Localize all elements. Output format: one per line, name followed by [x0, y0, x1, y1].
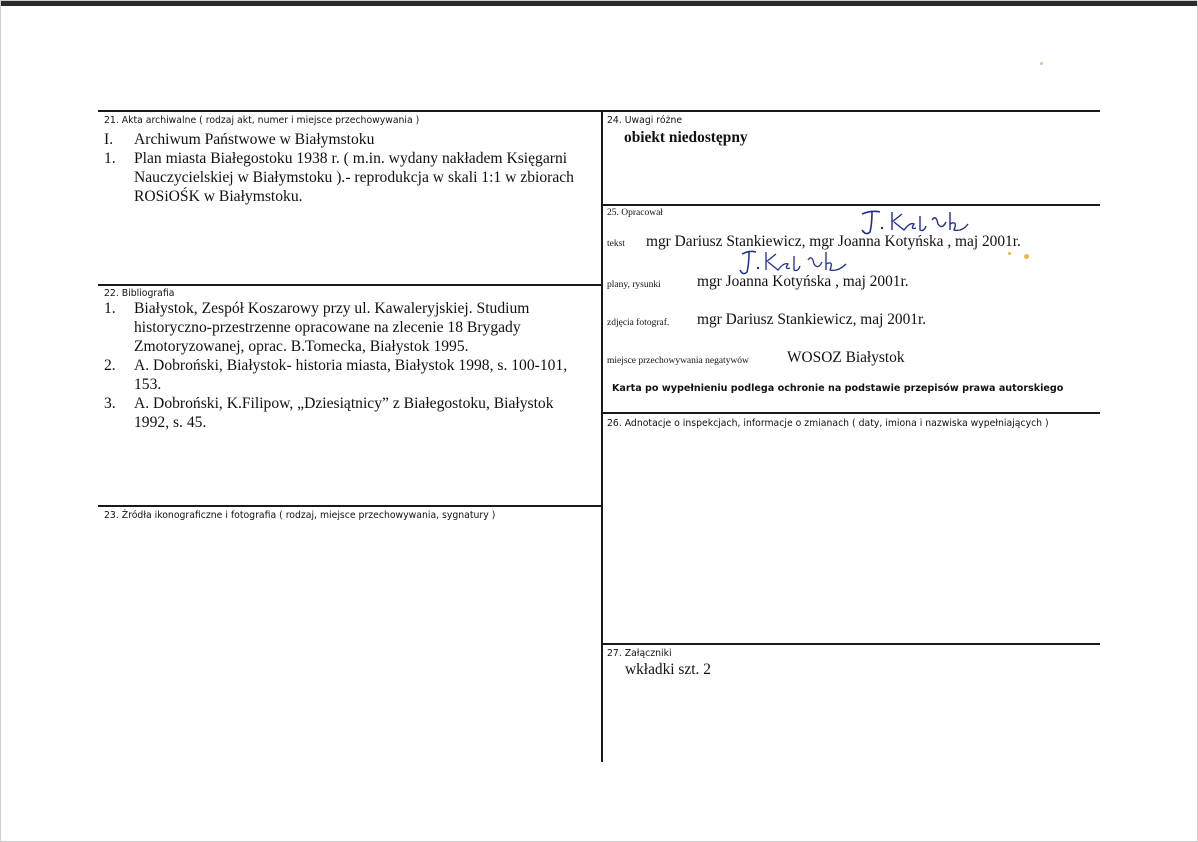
section-27-label: 27. Załączniki — [607, 648, 672, 659]
section-24-value: obiekt niedostępny — [624, 129, 748, 146]
plany-value: mgr Joanna Kotyńska , maj 2001r. — [697, 273, 909, 290]
list-item — [104, 130, 590, 149]
item-text: A. Dobroński, Białystok- historia miasta, Białystok 1998, s. 100-101, 153. — [134, 357, 568, 393]
center-divider — [601, 110, 603, 762]
section-21-label: 21. Akta archiwalne ( rodzaj akt, numer i miejsce przechowywania ) — [104, 115, 420, 126]
list-item — [104, 356, 590, 394]
section-27-value: wkładki szt. 2 — [625, 661, 711, 678]
section-21-list — [104, 130, 590, 206]
item-text: Archiwum Państwowe w Białymstoku — [134, 131, 375, 148]
item-number: 2. — [104, 357, 116, 374]
item-number: 1. — [104, 300, 116, 317]
list-item — [104, 299, 590, 356]
grey-speck — [1040, 62, 1043, 65]
section-22-list — [104, 299, 590, 432]
item-number: 3. — [104, 395, 116, 412]
top-rule — [98, 110, 1100, 112]
rule-24-25 — [602, 204, 1100, 206]
signature-1 — [858, 206, 978, 238]
item-number: 1. — [104, 150, 116, 167]
list-item — [104, 149, 590, 206]
miejsce-value: WOSOZ Białystok — [787, 349, 905, 366]
yellow-speck — [1024, 254, 1029, 259]
signature-2 — [738, 248, 858, 278]
section-25-label: 25. Opracował — [607, 208, 663, 218]
section-26-label: 26. Adnotacje o inspekcjach, informacje o zmianach ( daty, imiona i nazwiska wypełniających ) — [607, 418, 1049, 429]
section-24-label: 24. Uwagi różne — [607, 115, 683, 126]
item-text: Plan miasta Białegostoku 1938 r. ( m.in. wydany nakładem Księgarni Nauczycielskiej w Białymstoku ).- reprodukcja w skali 1:1 w zbiorach ROSiOŚK w Białymstoku. — [134, 150, 574, 205]
list-item — [104, 394, 590, 432]
rule-26-27 — [602, 643, 1100, 645]
zdjecia-value: mgr Dariusz Stankiewicz, maj 2001r. — [697, 311, 927, 328]
copyright-note: Karta po wypełnieniu podlega ochronie na podstawie przepisów prawa autorskiego — [612, 383, 1064, 394]
zdjecia-label: zdjęcia fotograf. — [607, 318, 670, 328]
miejsce-label: miejsce przechowywania negatywów — [607, 356, 749, 366]
item-text: Białystok, Zespół Koszarowy przy ul. Kawaleryjskiej. Studium historyczno-przestrzenne opracowane na zlecenie 18 Brygady Zmotoryzowanej, oprac. B.Tomecka, Białystok 1995. — [134, 300, 530, 355]
section-23-label: 23. Źródła ikonograficzne i fotografia ( rodzaj, miejsce przechowywania, sygnatury ) — [104, 510, 496, 521]
section-22-label: 22. Bibliografia — [104, 288, 175, 299]
item-number: I. — [104, 131, 114, 148]
tekst-value: mgr Dariusz Stankiewicz, mgr Joanna Kotyńska , maj 2001r. — [646, 233, 1021, 250]
rule-22-23 — [98, 505, 602, 507]
plany-label: plany, rysunki — [607, 280, 661, 290]
yellow-speck — [1008, 252, 1011, 255]
rule-25-26 — [602, 412, 1100, 414]
tekst-label: tekst — [607, 239, 625, 249]
rule-21-22 — [98, 284, 602, 286]
item-text: A. Dobroński, K.Filipow, „Dziesiątnicy” z Białegostoku, Białystok 1992, s. 45. — [134, 395, 554, 431]
